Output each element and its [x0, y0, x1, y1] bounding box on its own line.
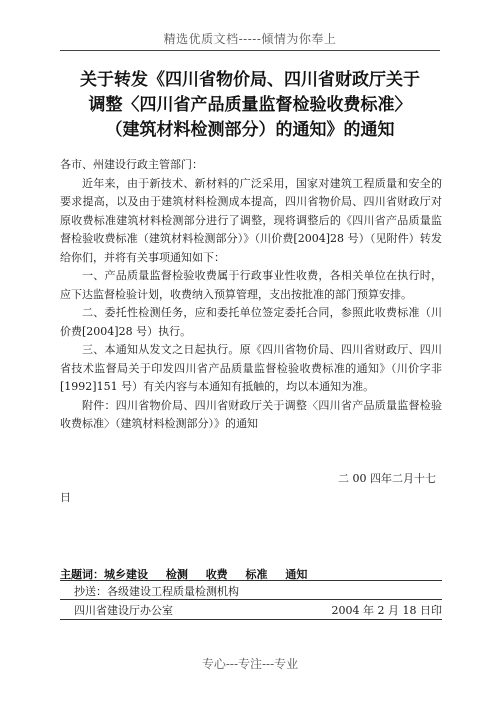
paragraph-item-3: 三、本通知从发文之日起执行。原《四川省物价局、四川省财政厅、四川省技术监督局关于印发四川省产品质量监督检验收费标准的通知》（川价字非[1992]151 号）有关内容与本通知有抵触的，均以本通知为准。: [60, 343, 442, 393]
paragraph-intro: 近年来，由于新技术、新材料的广泛采用，国家对建筑工程质量和安全的要求提高，以及由于建筑材料检测成本提高，四川省物价局、四川省财政厅对原收费标准建筑材料检测部分进行了调整，现将调整后的《四川省产品质量监督检验收费标准（建筑材料检测部分）》（川价费[2004]28 号）（见附件）转发给你们，并将有关事项通知如下：: [60, 176, 442, 264]
issuer-office: 四川省建设厅办公室: [74, 604, 173, 617]
cc-text: 抄送：各级建设工程质量检测机构: [74, 585, 239, 598]
paragraph-attachment: 附件：四川省物价局、四川省财政厅关于调整〈四川省产品质量监督检验收费标准〉（建筑材料检测部分）》的通知: [60, 398, 442, 430]
issuer-line: [60, 602, 442, 618]
cc-rule: [60, 599, 442, 600]
subject-word: 检测: [165, 568, 188, 581]
subject-word: 标准: [245, 568, 268, 581]
subject-label: 主题词：城乡建设: [60, 568, 148, 581]
salutation: 各市、州建设行政主管部门：: [60, 158, 203, 171]
date-part-2: 日: [60, 490, 71, 504]
issuer-printed-date: 2004 年 2 月 18 日印: [331, 604, 442, 617]
subject-rule: [60, 580, 442, 581]
cc-line: [60, 583, 442, 599]
header-rule: [60, 50, 440, 51]
paragraph-item-2: 二、委托性检测任务，应和委托单位签定委托合同，参照此收费标准（川价费[2004]28 号）执行。: [60, 306, 442, 338]
paragraph-item-1: 一、产品质量监督检验收费属于行政事业性收费，各相关单位在执行时，应下达监督检验计划，收费纳入预算管理，支出按批准的部门预算安排。: [60, 269, 442, 301]
title-line-2: 调整〈四川省产品质量监督检验收费标准〉: [88, 95, 412, 115]
document-body: [60, 156, 442, 434]
document-title: [40, 68, 460, 143]
subject-word: 通知: [285, 568, 308, 581]
date-part-1: 二 00 四年二月十七: [338, 472, 436, 485]
subject-word: 收费: [205, 568, 228, 581]
page-header: 精选优质文档-----倾情为你奉上: [163, 32, 337, 46]
document-date: [60, 470, 442, 507]
page-footer: 专心---专注---专业: [201, 657, 299, 671]
title-line-1: 关于转发《四川省物价局、四川省财政厅关于: [80, 70, 420, 90]
issuer-rule: [60, 619, 442, 620]
title-line-3: （建筑材料检测部分）的通知》的通知: [105, 120, 395, 140]
